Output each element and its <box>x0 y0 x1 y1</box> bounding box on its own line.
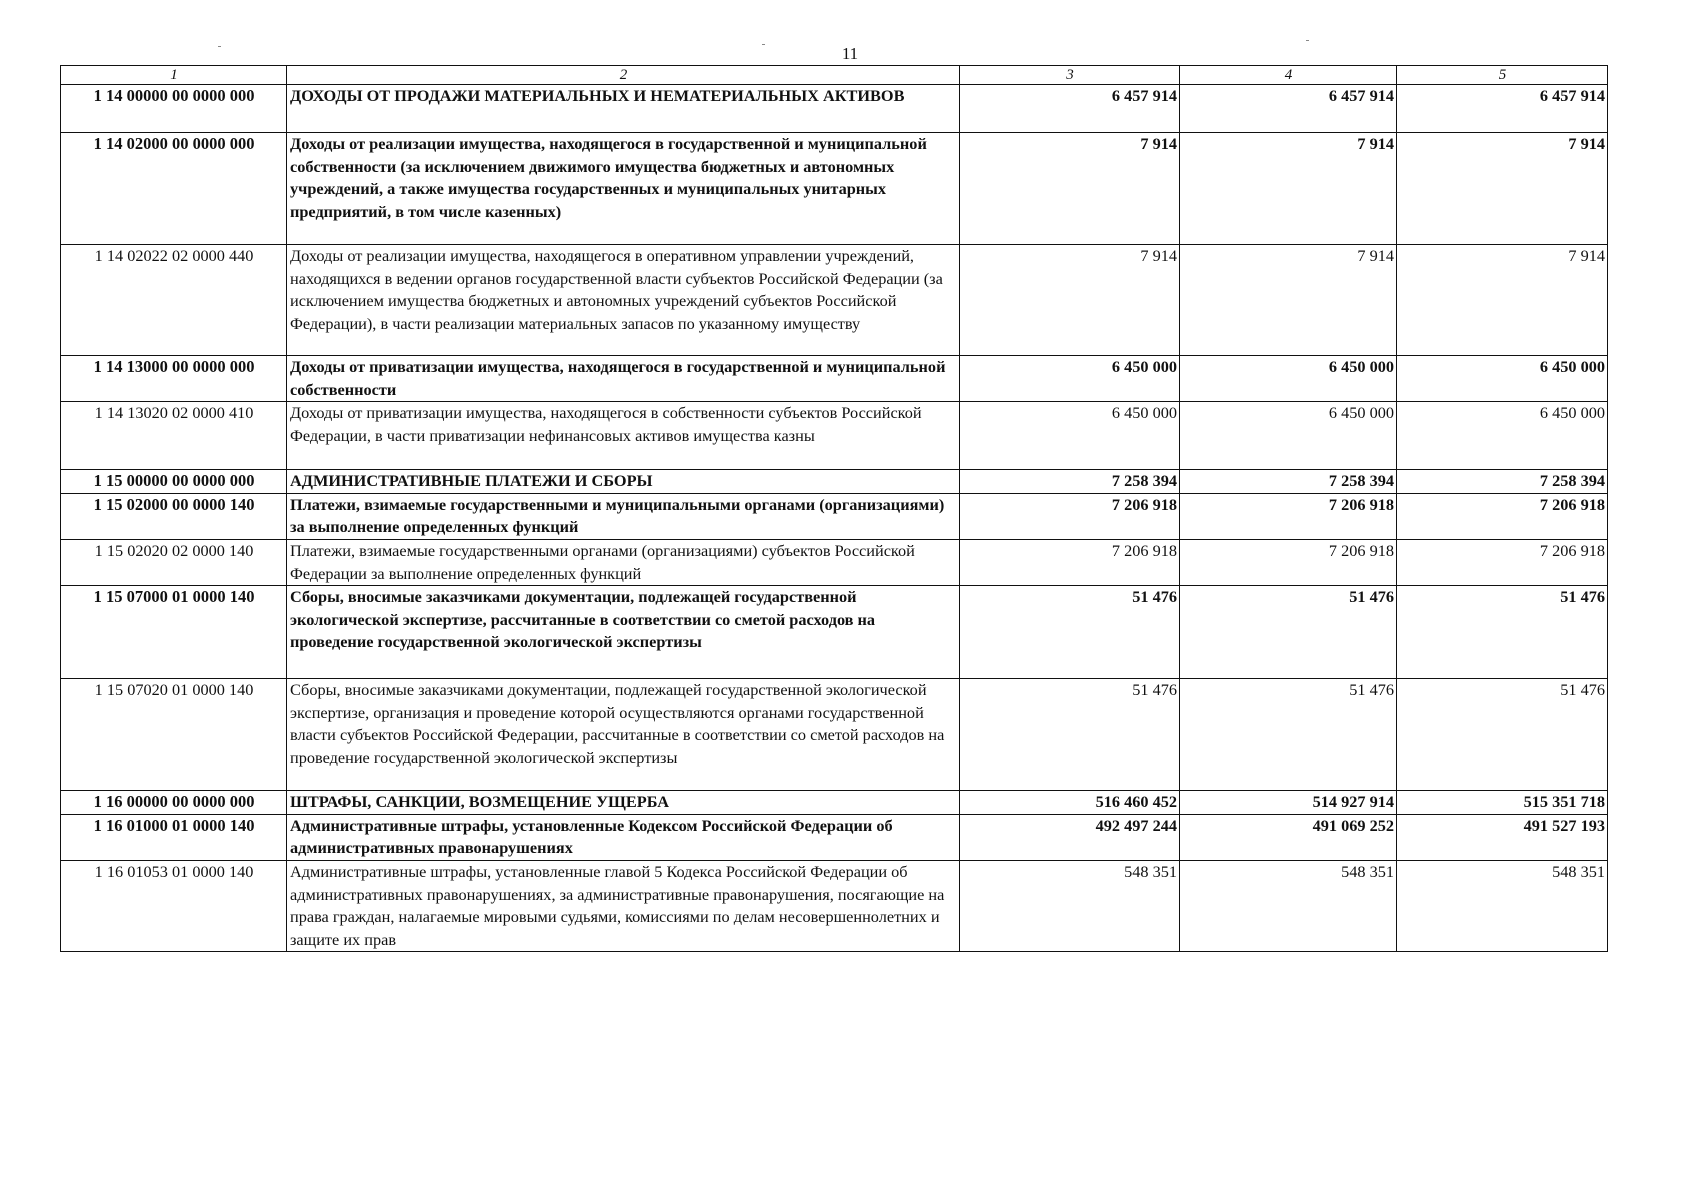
column-header-1: 1 <box>61 66 287 85</box>
amount-cell-year-2: 548 351 <box>1180 860 1397 951</box>
amount-cell-year-2: 7 206 918 <box>1180 539 1397 585</box>
scan-speck <box>1306 40 1309 41</box>
income-name-cell: Сборы, вносимые заказчиками документации, подлежащей государственной экологической экспертизе, организация и проведение которой осуществляются органами государственной власти субъектов Российской Федерации, рассчитанные в соответствии со сметой расходов на проведение государственной экологической экспертизы <box>287 679 960 791</box>
amount-cell-year-2: 7 258 394 <box>1180 470 1397 494</box>
table-row <box>61 245 1608 356</box>
budget-code-cell: 1 14 02022 02 0000 440 <box>61 245 287 356</box>
income-name-cell: Доходы от приватизации имущества, находящегося в государственной и муниципальной собственности <box>287 356 960 402</box>
income-name-cell: Административные штрафы, установленные Кодексом Российской Федерации об административных правонарушениях <box>287 814 960 860</box>
amount-cell-year-3: 491 527 193 <box>1397 814 1608 860</box>
budget-code-cell: 1 16 01053 01 0000 140 <box>61 860 287 951</box>
column-header-3: 3 <box>960 66 1180 85</box>
amount-cell-year-3: 548 351 <box>1397 860 1608 951</box>
income-name-cell: Сборы, вносимые заказчиками документации, подлежащей государственной экологической экспертизе, рассчитанные в соответствии со сметой расходов на проведение государственной экологической экспертизы <box>287 586 960 679</box>
income-name-cell: Доходы от приватизации имущества, находящегося в собственности субъектов Российской Федерации, в части приватизации нефинансовых активов имущества казны <box>287 402 960 470</box>
amount-cell-year-1: 6 450 000 <box>960 402 1180 470</box>
budget-code-cell: 1 15 07020 01 0000 140 <box>61 679 287 791</box>
amount-cell-year-1: 7 206 918 <box>960 493 1180 539</box>
amount-cell-year-2: 514 927 914 <box>1180 791 1397 815</box>
amount-cell-year-3: 515 351 718 <box>1397 791 1608 815</box>
table-body <box>61 85 1608 952</box>
table-row <box>61 539 1608 585</box>
amount-cell-year-3: 7 206 918 <box>1397 493 1608 539</box>
income-name-cell: Доходы от реализации имущества, находящегося в оперативном управлении учреждений, находящихся в ведении органов государственной власти субъектов Российской Федерации (за исключением имущества бюджетных и автономных учреждений субъектов Российской Федерации), в части реализации материальных запасов по указанному имуществу <box>287 245 960 356</box>
amount-cell-year-2: 6 457 914 <box>1180 85 1397 133</box>
table-row <box>61 470 1608 494</box>
amount-cell-year-1: 7 206 918 <box>960 539 1180 585</box>
budget-code-cell: 1 15 07000 01 0000 140 <box>61 586 287 679</box>
amount-cell-year-3: 51 476 <box>1397 679 1608 791</box>
scan-speck <box>218 46 221 47</box>
budget-code-cell: 1 16 00000 00 0000 000 <box>61 791 287 815</box>
amount-cell-year-3: 7 914 <box>1397 133 1608 245</box>
budget-code-cell: 1 14 00000 00 0000 000 <box>61 85 287 133</box>
table-row <box>61 133 1608 245</box>
amount-cell-year-1: 7 258 394 <box>960 470 1180 494</box>
table-row <box>61 402 1608 470</box>
amount-cell-year-1: 51 476 <box>960 679 1180 791</box>
amount-cell-year-3: 51 476 <box>1397 586 1608 679</box>
table-row <box>61 791 1608 815</box>
income-name-cell: Административные штрафы, установленные главой 5 Кодекса Российской Федерации об административных правонарушениях, за административные правонарушения, посягающие на права граждан, налагаемые мировыми судьями, комиссиями по делам несовершеннолетних и защите их прав <box>287 860 960 951</box>
amount-cell-year-2: 7 206 918 <box>1180 493 1397 539</box>
scan-speck <box>762 44 765 45</box>
amount-cell-year-1: 516 460 452 <box>960 791 1180 815</box>
amount-cell-year-3: 6 450 000 <box>1397 402 1608 470</box>
amount-cell-year-1: 548 351 <box>960 860 1180 951</box>
amount-cell-year-3: 6 457 914 <box>1397 85 1608 133</box>
amount-cell-year-2: 491 069 252 <box>1180 814 1397 860</box>
amount-cell-year-2: 6 450 000 <box>1180 356 1397 402</box>
page-number: 11 <box>841 44 859 63</box>
table-row <box>61 85 1608 133</box>
table-row <box>61 493 1608 539</box>
amount-cell-year-3: 7 914 <box>1397 245 1608 356</box>
budget-table <box>60 65 1608 952</box>
income-name-cell: Платежи, взимаемые государственными и муниципальными органами (организациями) за выполнение определенных функций <box>287 493 960 539</box>
amount-cell-year-2: 51 476 <box>1180 679 1397 791</box>
amount-cell-year-3: 7 258 394 <box>1397 470 1608 494</box>
amount-cell-year-1: 492 497 244 <box>960 814 1180 860</box>
column-header-4: 4 <box>1180 66 1397 85</box>
column-header-5: 5 <box>1397 66 1608 85</box>
table-row <box>61 814 1608 860</box>
budget-code-cell: 1 16 01000 01 0000 140 <box>61 814 287 860</box>
table-row <box>61 586 1608 679</box>
column-header-2: 2 <box>287 66 960 85</box>
amount-cell-year-3: 6 450 000 <box>1397 356 1608 402</box>
budget-code-cell: 1 14 13000 00 0000 000 <box>61 356 287 402</box>
header-row <box>61 66 1608 85</box>
amount-cell-year-2: 7 914 <box>1180 133 1397 245</box>
amount-cell-year-2: 51 476 <box>1180 586 1397 679</box>
amount-cell-year-1: 7 914 <box>960 133 1180 245</box>
income-name-cell: Платежи, взимаемые государственными органами (организациями) субъектов Российской Федерации за выполнение определенных функций <box>287 539 960 585</box>
table-row <box>61 356 1608 402</box>
amount-cell-year-3: 7 206 918 <box>1397 539 1608 585</box>
budget-code-cell: 1 14 02000 00 0000 000 <box>61 133 287 245</box>
budget-code-cell: 1 15 02020 02 0000 140 <box>61 539 287 585</box>
amount-cell-year-2: 6 450 000 <box>1180 402 1397 470</box>
amount-cell-year-1: 51 476 <box>960 586 1180 679</box>
budget-code-cell: 1 15 02000 00 0000 140 <box>61 493 287 539</box>
budget-code-cell: 1 14 13020 02 0000 410 <box>61 402 287 470</box>
amount-cell-year-2: 7 914 <box>1180 245 1397 356</box>
table-row <box>61 679 1608 791</box>
amount-cell-year-1: 6 457 914 <box>960 85 1180 133</box>
income-name-cell: ШТРАФЫ, САНКЦИИ, ВОЗМЕЩЕНИЕ УЩЕРБА <box>287 791 960 815</box>
amount-cell-year-1: 6 450 000 <box>960 356 1180 402</box>
income-name-cell: ДОХОДЫ ОТ ПРОДАЖИ МАТЕРИАЛЬНЫХ И НЕМАТЕРИАЛЬНЫХ АКТИВОВ <box>287 85 960 133</box>
budget-code-cell: 1 15 00000 00 0000 000 <box>61 470 287 494</box>
income-name-cell: АДМИНИСТРАТИВНЫЕ ПЛАТЕЖИ И СБОРЫ <box>287 470 960 494</box>
income-name-cell: Доходы от реализации имущества, находящегося в государственной и муниципальной собственности (за исключением движимого имущества бюджетных и автономных учреждений, а также имущества государственных и муниципальных унитарных предприятий, в том числе казенных) <box>287 133 960 245</box>
amount-cell-year-1: 7 914 <box>960 245 1180 356</box>
table-row <box>61 860 1608 951</box>
